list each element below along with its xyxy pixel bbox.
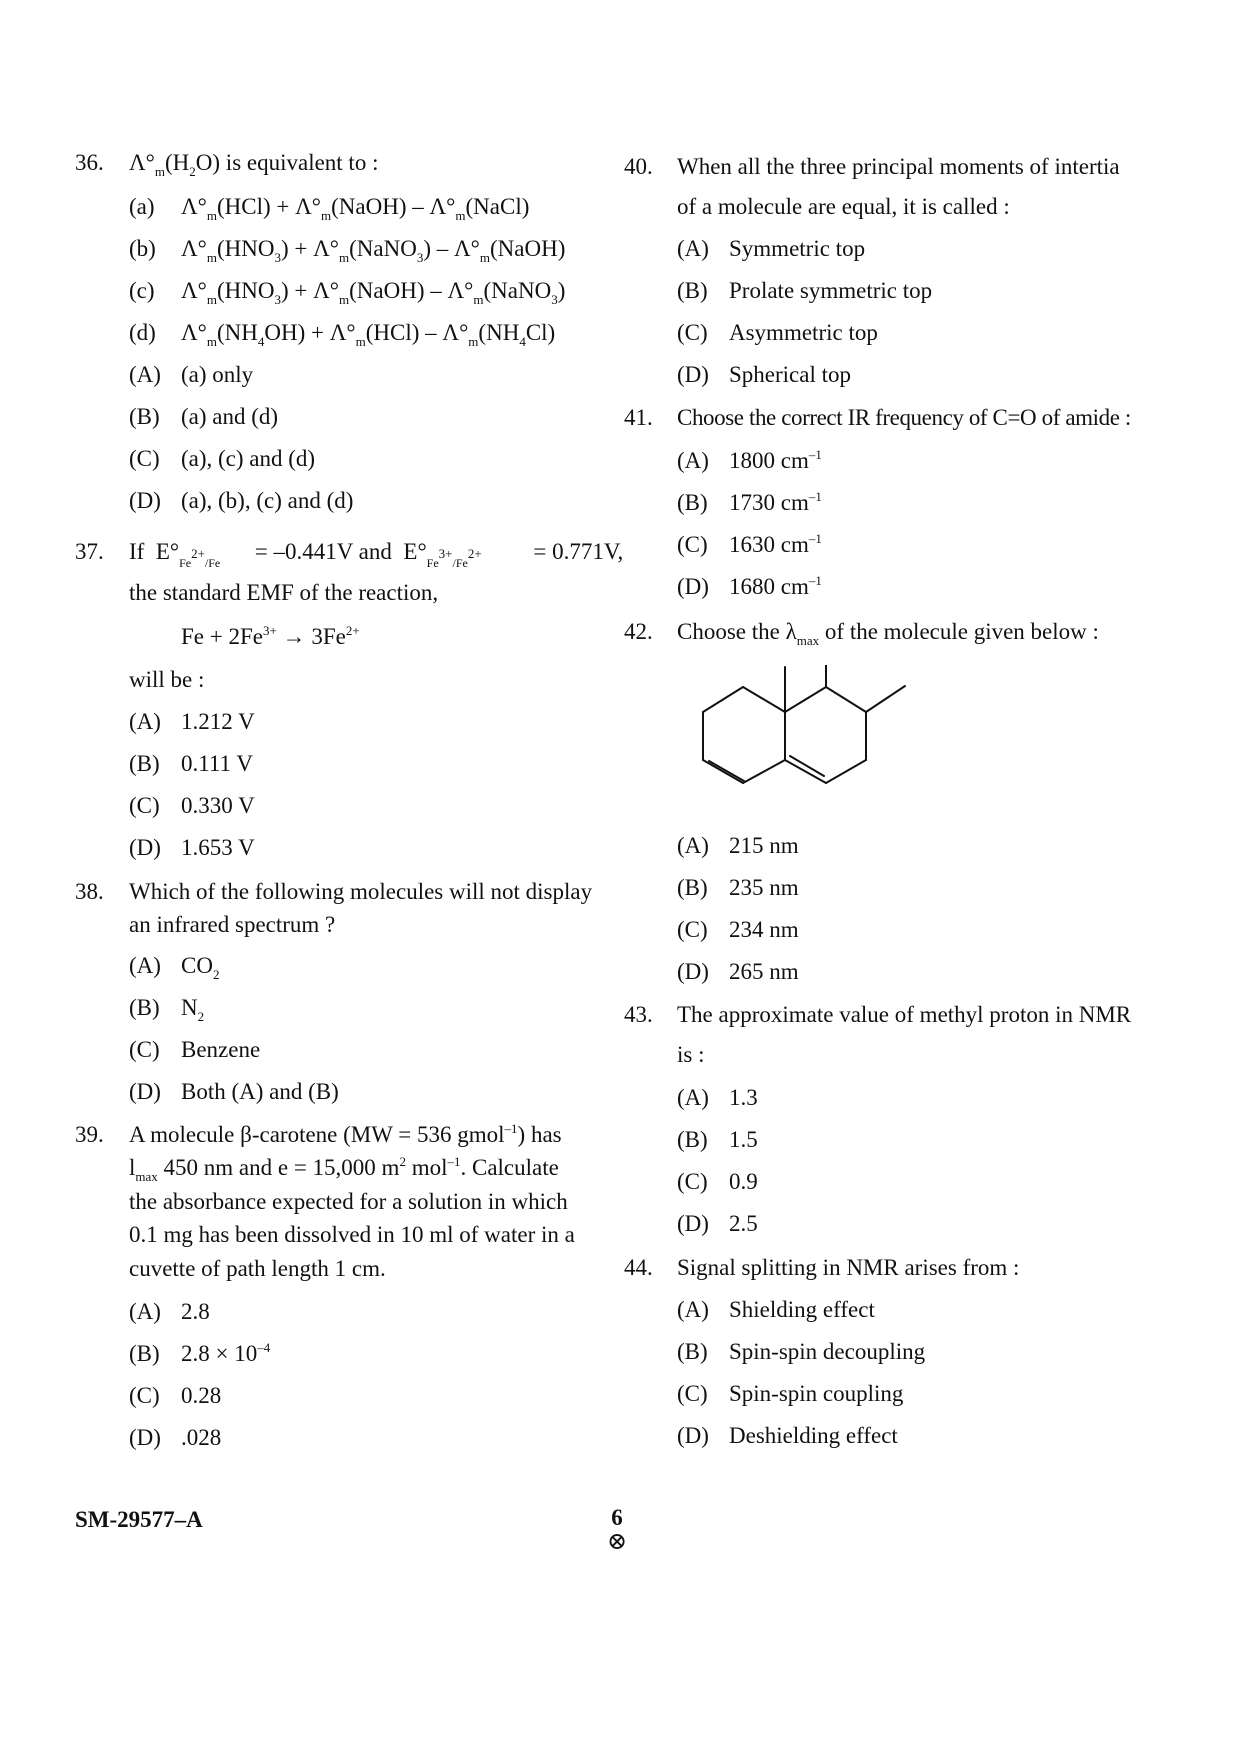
q36-answer-D: (a), (b), (c) and (d) <box>181 488 354 513</box>
q44-answer-D: Deshielding effect <box>729 1423 898 1448</box>
q40-answer-A: Symmetric top <box>729 236 866 261</box>
q36-option-a: $\Lambda^\circ_m(HCl)$ + $\Lambda^\circ_m(NaOH)$ – $\Lambda^\circ_m(NaCl)$ <box>181 194 530 223</box>
q36-d-label: (d) <box>129 320 156 345</box>
q39-stem-line2: $l_{max}$ 450 nm and e = 15,000 $m^2$ mol$^{-1}$. Calculate <box>129 1154 559 1184</box>
q43-stem-line1: The approximate value of methyl proton in NMR <box>677 1002 1132 1027</box>
q36-answer-B: (a) and (d) <box>181 404 279 429</box>
q40-answer-D: Spherical top <box>729 362 851 387</box>
q44-answer-A: Shielding effect <box>729 1297 875 1322</box>
q36-answer-A: (a) only <box>181 362 254 387</box>
q37-C-label: (C) <box>129 793 160 818</box>
q39-stem-line5: cuvette of path length 1 cm. <box>129 1256 386 1281</box>
q40-A-label: (A) <box>677 236 709 261</box>
q38-number: 38. <box>75 879 104 904</box>
q38-stem-line1: Which of the following molecules will not display <box>129 879 593 904</box>
q41-D-label: (D) <box>677 574 709 599</box>
q37-reaction: $Fe + 2Fe^{3+} \to 3Fe^{2+}$ <box>181 623 360 649</box>
q40-D-label: (D) <box>677 362 709 387</box>
q36-stem: $\Lambda^\circ_m(H_2O)$ is equivalent to : <box>129 150 379 179</box>
q38-stem-line2: an infrared spectrum ? <box>129 912 336 937</box>
page-mark-icon: ⊗ <box>606 1529 628 1555</box>
q41-answer-C-text: 1630 cm <box>729 532 809 557</box>
double-bond-left <box>709 761 744 781</box>
q43-answer-C: 0.9 <box>729 1169 758 1194</box>
q37-stem-line1: If $E^\circ_{Fe^{2+}/Fe}$ = –0.441V and $E^\circ_{Fe^{3+}/Fe^{2+}}$ = 0.771V, <box>129 539 624 570</box>
q37-stem-line2: the standard EMF of the reaction, <box>129 580 439 605</box>
q36-D-label: (D) <box>129 488 161 513</box>
q37-A-label: (A) <box>129 709 161 734</box>
q37-stem-line4: will be : <box>129 667 205 692</box>
q42-answer-C: 234 nm <box>729 917 799 942</box>
q41-answer-B: 1730 $cm^{-1}$ <box>729 489 822 515</box>
q36-b-label: (b) <box>129 236 156 261</box>
q37-answer-D: 1.653 V <box>181 835 255 860</box>
q36-A-label: (A) <box>129 362 161 387</box>
q43-answer-D: 2.5 <box>729 1211 758 1236</box>
q39-answer-D: .028 <box>181 1425 222 1450</box>
q36-a-label: (a) <box>129 194 155 219</box>
q38-A-label: (A) <box>129 953 161 978</box>
q42-answer-D: 265 nm <box>729 959 799 984</box>
q43-D-label: (D) <box>677 1211 709 1236</box>
q44-number: 44. <box>624 1255 653 1280</box>
q44-stem: Signal splitting in NMR arises from : <box>677 1255 1020 1280</box>
q38-B-label: (B) <box>129 995 160 1020</box>
q40-stem-line2: of a molecule are equal, it is called : <box>677 194 1010 219</box>
q44-answer-B: Spin-spin decoupling <box>729 1339 926 1364</box>
q38-answer-A: $CO_2$ <box>181 953 220 982</box>
q43-A-label: (A) <box>677 1085 709 1110</box>
q41-C-label: (C) <box>677 532 708 557</box>
q43-C-label: (C) <box>677 1169 708 1194</box>
q37-answer-B: 0.111 V <box>181 751 253 776</box>
q37-answer-A: 1.212 V <box>181 709 255 734</box>
paper-code: SM-29577–A <box>75 1507 203 1532</box>
q36-number: 36. <box>75 150 104 175</box>
q36-option-d: $\Lambda^\circ_m(NH_4OH) + \Lambda^\circ_m(HCl) - \Lambda^\circ_m(NH_4Cl)$ <box>181 320 556 349</box>
q42-answer-B: 235 nm <box>729 875 799 900</box>
q40-number: 40. <box>624 154 653 179</box>
q38-answer-B: $N_2$ <box>181 995 205 1024</box>
q40-B-label: (B) <box>677 278 708 303</box>
q44-answer-C: Spin-spin coupling <box>729 1381 904 1406</box>
q39-answer-A: 2.8 <box>181 1299 210 1324</box>
q43-answer-B: 1.5 <box>729 1127 758 1152</box>
q42-stem: Choose the $\lambda_{max}$ of the molecule given below : <box>677 619 1099 648</box>
q38-answer-C: Benzene <box>181 1037 261 1062</box>
q39-stem-line4: 0.1 mg has been dissolved in 10 ml of water in a <box>129 1222 575 1247</box>
q36-answer-C: (a), (c) and (d) <box>181 446 316 471</box>
q44-A-label: (A) <box>677 1297 709 1322</box>
q36-option-c: $\Lambda^\circ_m(HNO_3)$ + $\Lambda^\circ_m(NaOH)$ – $\Lambda^\circ_m(NaNO_3)$ <box>181 278 566 307</box>
q39-number: 39. <box>75 1122 104 1147</box>
q41-B-label: (B) <box>677 490 708 515</box>
q37-D-label: (D) <box>129 835 161 860</box>
q37-B-label: (B) <box>129 751 160 776</box>
q36-option-b: $\Lambda^\circ_m(HNO_3)$ + $\Lambda^\circ_m(NaNO_3)$ – $\Lambda^\circ_m(NaOH)$ <box>181 236 566 265</box>
q43-B-label: (B) <box>677 1127 708 1152</box>
q42-number: 42. <box>624 619 653 644</box>
q38-answer-D: Both (A) and (B) <box>181 1079 339 1104</box>
q42-C-label: (C) <box>677 917 708 942</box>
q41-answer-D: 1680 $cm^{-1}$ <box>729 573 822 599</box>
q43-stem-line2: is : <box>677 1042 705 1067</box>
q43-answer-A: 1.3 <box>729 1085 758 1110</box>
page-number: 6 <box>611 1505 623 1530</box>
q44-B-label: (B) <box>677 1339 708 1364</box>
q42-D-label: (D) <box>677 959 709 984</box>
q41-stem: Choose the correct IR frequency of C=O of amide : <box>677 405 1131 430</box>
q40-answer-B: Prolate symmetric top <box>729 278 933 303</box>
q41-answer-A-text: 1800 cm <box>729 448 809 473</box>
q41-answer-B-text: 1730 cm <box>729 490 809 515</box>
q37-answer-C: 0.330 V <box>181 793 255 818</box>
q39-answer-C: 0.28 <box>181 1383 222 1408</box>
q38-C-label: (C) <box>129 1037 160 1062</box>
molecule-structure <box>693 665 933 815</box>
q40-answer-C: Asymmetric top <box>729 320 878 345</box>
q36-C-label: (C) <box>129 446 160 471</box>
q41-answer-C: 1630 $cm^{-1}$ <box>729 531 822 557</box>
q41-answer-A: 1800 $cm^{-1}$ <box>729 447 822 473</box>
q39-D-label: (D) <box>129 1425 161 1450</box>
q39-A-label: (A) <box>129 1299 161 1324</box>
q39-stem-line3: the absorbance expected for a solution in which <box>129 1189 568 1214</box>
q41-number: 41. <box>624 405 653 430</box>
q43-number: 43. <box>624 1002 653 1027</box>
q39-stem-line1: A molecule β-carotene (MW = 536 gmol$^{-1}$) has <box>129 1121 562 1147</box>
q42-answer-A: 215 nm <box>729 833 799 858</box>
q39-C-label: (C) <box>129 1383 160 1408</box>
q41-answer-D-text: 1680 cm <box>729 574 809 599</box>
q40-C-label: (C) <box>677 320 708 345</box>
q37-number: 37. <box>75 539 104 564</box>
q38-D-label: (D) <box>129 1079 161 1104</box>
q44-C-label: (C) <box>677 1381 708 1406</box>
q39-B-label: (B) <box>129 1341 160 1366</box>
q42-A-label: (A) <box>677 833 709 858</box>
q41-A-label: (A) <box>677 448 709 473</box>
q36-B-label: (B) <box>129 404 160 429</box>
q42-B-label: (B) <box>677 875 708 900</box>
q40-stem-line1: When all the three principal moments of intertia <box>677 154 1120 179</box>
q39-answer-B: $2.8 \times 10^{-4}$ <box>181 1340 271 1366</box>
q36-c-label: (c) <box>129 278 155 303</box>
q44-D-label: (D) <box>677 1423 709 1448</box>
